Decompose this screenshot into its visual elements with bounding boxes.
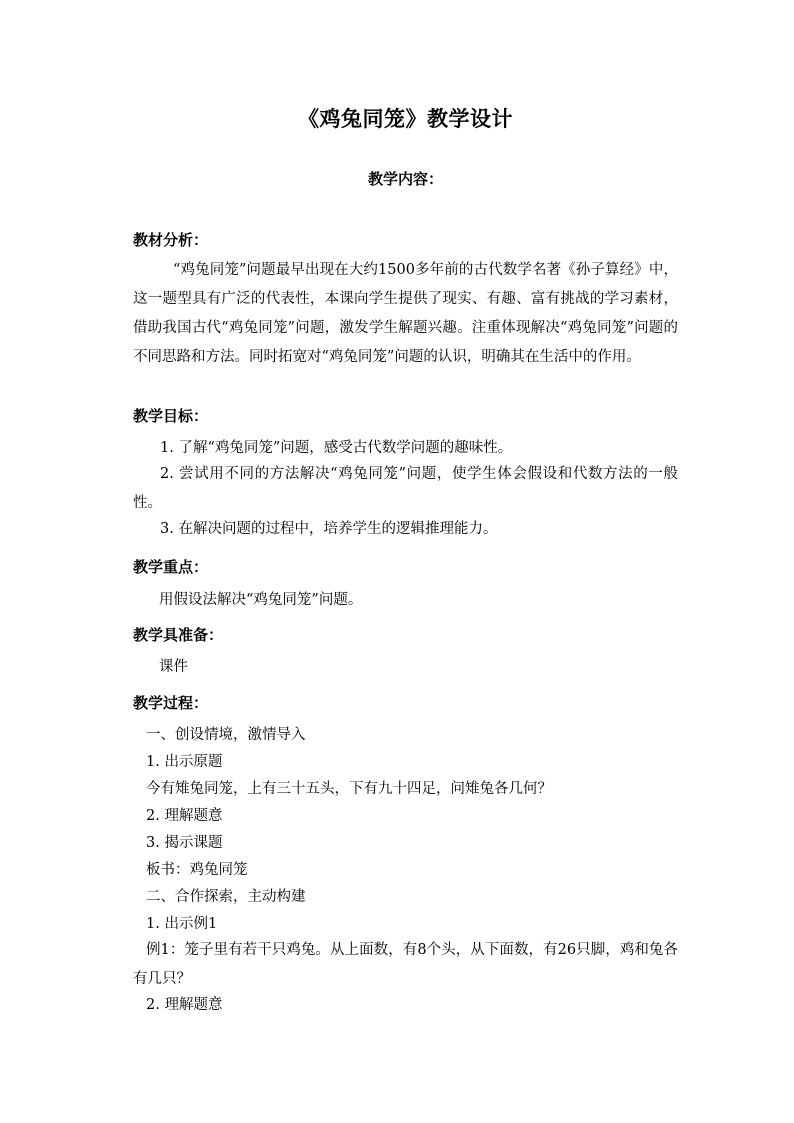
key-text: 用假设法解决“鸡兔同笼”问题。	[159, 592, 363, 608]
process-line-original-problem: 今有雉兔同笼，上有三十五头，下有九十四足，问雉兔各几何？	[146, 781, 552, 797]
analysis-heading: 教材分析：	[133, 231, 209, 249]
process-line-show-problem: 1. 出示原题	[146, 754, 223, 770]
analysis-paragraph	[133, 256, 678, 372]
tools-text: 课件	[159, 659, 188, 675]
example-1-block	[133, 936, 678, 994]
process-line-understand-2: 2. 理解题意	[146, 997, 223, 1013]
process-section-2: 二、合作探索，主动构建	[146, 889, 306, 905]
goal-item-1: 1. 了解“鸡兔同笼”问题，感受古代数学问题的趣味性。	[160, 440, 513, 456]
process-heading: 教学过程：	[133, 694, 209, 712]
process-section-1: 一、创设情境，激情导入	[146, 727, 306, 743]
example-1-text: 例1：笼子里有若干只鸡兔。从上面数，有8个头，从下面数，有26只脚，鸡和兔各有几只？	[133, 942, 678, 987]
goals-heading: 教学目标：	[133, 407, 209, 425]
goal-item-2-block	[133, 460, 678, 518]
process-line-board: 板书：鸡兔同笼	[146, 862, 248, 878]
goal-item-3: 3. 在解决问题的过程中，培养学生的逻辑推理能力。	[160, 521, 498, 537]
goal-item-2: 2. 尝试用不同的方法解决“鸡兔同笼”问题，使学生体会假设和代数方法的一般性。	[133, 466, 678, 511]
process-line-show-example: 1. 出示例1	[146, 916, 218, 932]
process-line-understand-1: 2. 理解题意	[146, 808, 223, 824]
teaching-content-heading: 教学内容：	[367, 170, 443, 188]
document-title: 《鸡兔同笼》教学设计	[298, 106, 513, 131]
process-line-reveal-topic: 3. 揭示课题	[146, 835, 223, 851]
analysis-text: “鸡兔同笼”问题最早出现在大约1500多年前的古代数学名著《孙子算经》中，这一题型具有广泛的代表性，本课向学生提供了现实、有趣、富有挑战的学习素材，借助我国古代“鸡兔同笼”问题，激发学生解题兴趣。注重体现解决“鸡兔同笼”问题的不同思路和方法。同时拓宽对“鸡兔同笼”问题的认识，明确其在生活中的作用。	[133, 262, 678, 365]
tools-heading: 教学具准备：	[133, 626, 224, 644]
key-heading: 教学重点：	[133, 558, 209, 576]
